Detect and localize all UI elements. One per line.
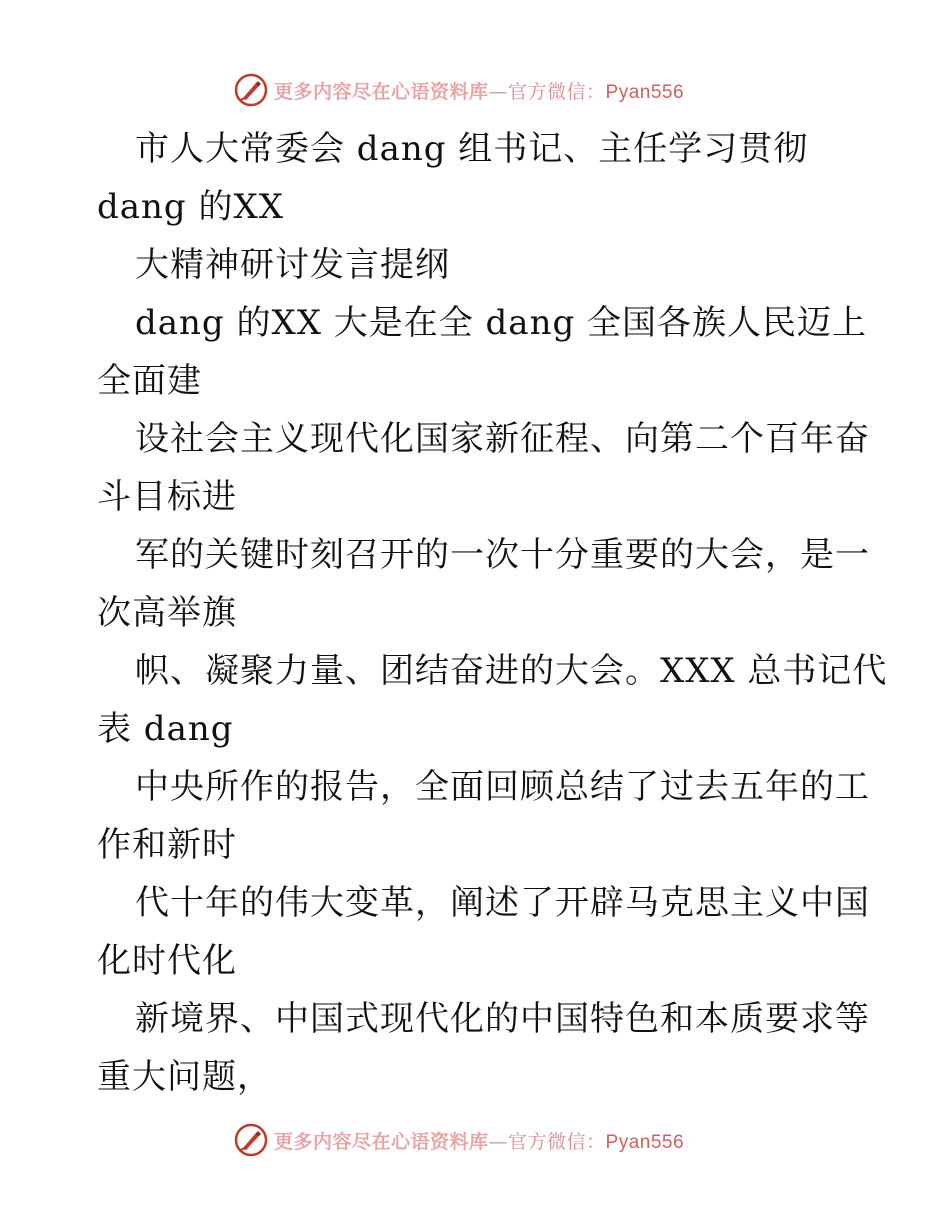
header-contact-prefix: 官方微信：	[508, 80, 606, 103]
text-line: 设社会主义现代化国家新征程、向第二个百年奋	[135, 419, 870, 459]
footer-slogan	[274, 1127, 684, 1154]
text-line: 大精神研讨发言提纲	[135, 245, 450, 285]
text-line: 次高举旗	[97, 593, 237, 633]
header-banner	[234, 72, 684, 108]
text-line: 市人大常委会 dang 组书记、主任学习贯彻	[135, 129, 809, 169]
text-line: 表 dang	[97, 709, 234, 749]
text-line: 重大问题，	[97, 1057, 272, 1097]
header-slogan	[274, 77, 684, 104]
footer-wechat-id: Pyan556	[605, 1131, 685, 1153]
text-line: dang 的XX	[97, 187, 284, 227]
text-line: 斗目标进	[97, 477, 237, 517]
text-line: dang 的XX 大是在全 dang 全国各族人民迈上	[135, 303, 868, 343]
footer-contact-prefix: 官方微信：	[508, 1130, 606, 1153]
text-line: 中央所作的报告，全面回顾总结了过去五年的工	[135, 767, 870, 807]
pen-logo-icon	[234, 73, 268, 107]
text-line: 全面建	[97, 361, 202, 401]
footer-banner	[234, 1122, 684, 1158]
footer-separator: —	[488, 1130, 509, 1153]
pen-logo-icon	[234, 1123, 268, 1157]
text-line: 代十年的伟大变革，阐述了开辟马克思主义中国	[135, 883, 870, 923]
text-line: 军的关键时刻召开的一次十分重要的大会，是一	[135, 535, 870, 575]
text-line: 作和新时	[97, 825, 237, 865]
footer-slogan-text: 更多内容尽在心语资料库	[274, 1130, 489, 1153]
header-slogan-text: 更多内容尽在心语资料库	[274, 80, 489, 103]
text-line: 新境界、中国式现代化的中国特色和本质要求等	[135, 999, 870, 1039]
header-separator: —	[488, 80, 509, 103]
text-line: 帜、凝聚力量、团结奋进的大会。XXX 总书记代	[135, 651, 888, 691]
document-body	[97, 120, 888, 1106]
text-line: 化时代化	[97, 941, 237, 981]
header-wechat-id: Pyan556	[605, 81, 685, 103]
